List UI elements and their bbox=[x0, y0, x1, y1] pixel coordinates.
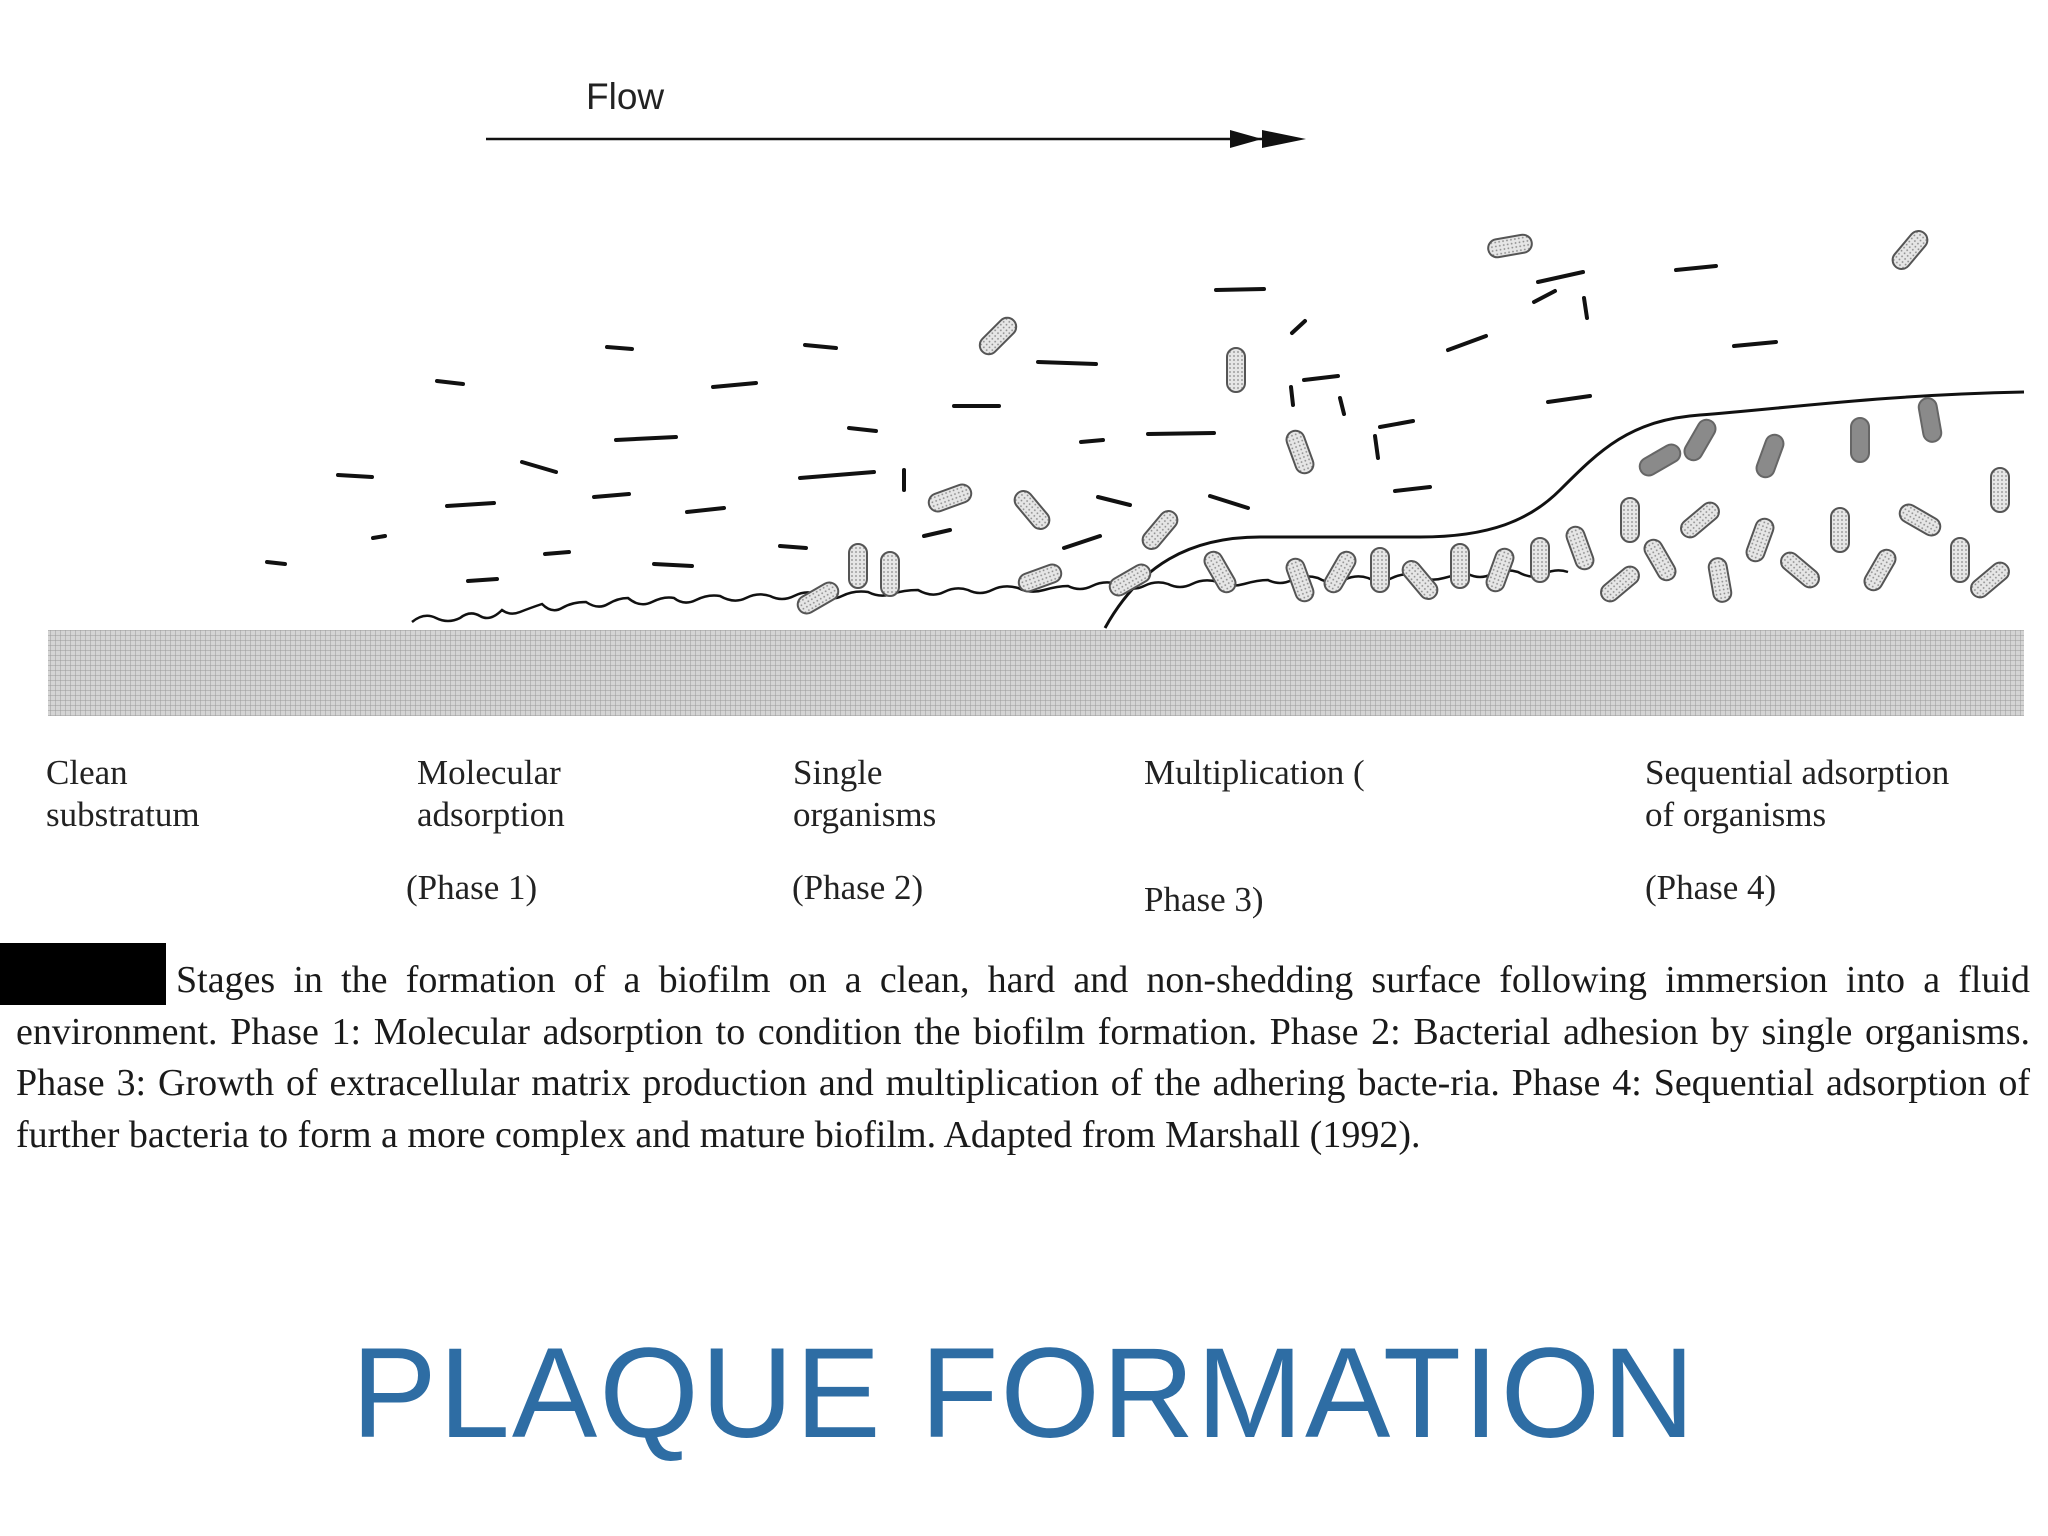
phase-label-3: Phase 3) bbox=[1144, 880, 1264, 919]
adsorbed-layer bbox=[412, 570, 1568, 622]
stage-label-sequential: Sequential adsorption of organisms bbox=[1645, 753, 1950, 834]
phase-label-1: (Phase 1) bbox=[406, 868, 538, 907]
slide-title: PLAQUE FORMATION bbox=[351, 1322, 1697, 1465]
flow-arrow bbox=[486, 130, 1306, 148]
flow-label: Flow bbox=[586, 76, 665, 117]
phase-label-4: (Phase 4) bbox=[1645, 868, 1777, 907]
substratum bbox=[48, 630, 2024, 716]
stage-label-multiplication: Multiplication ( bbox=[1144, 753, 1365, 792]
stage-label-molecular: Molecular adsorption bbox=[417, 753, 565, 834]
molecules bbox=[267, 266, 1776, 581]
figure-caption: Stages in the formation of a biofilm on a clean, hard and non-shedding surface following immersion into a fluid environment. Phase 1: Molecular adsorption to condition the biofilm formation. Phase 2: Bacterial adhesion by single organisms. Phase 3: Growth of extracellular matrix production and multiplication of the adhering bacte-ria. Phase 4: Sequential adsorption of further bacteria to form a more complex and mature biofilm. Adapted from Marshall (1992). bbox=[16, 959, 2030, 1156]
biofilm-boundary bbox=[1105, 392, 2024, 628]
stage-label-single: Single organisms bbox=[793, 753, 937, 834]
mature-bacteria bbox=[1636, 397, 1942, 480]
phase-label-2: (Phase 2) bbox=[792, 868, 924, 907]
stage-label-clean: Clean substratum bbox=[46, 753, 200, 834]
